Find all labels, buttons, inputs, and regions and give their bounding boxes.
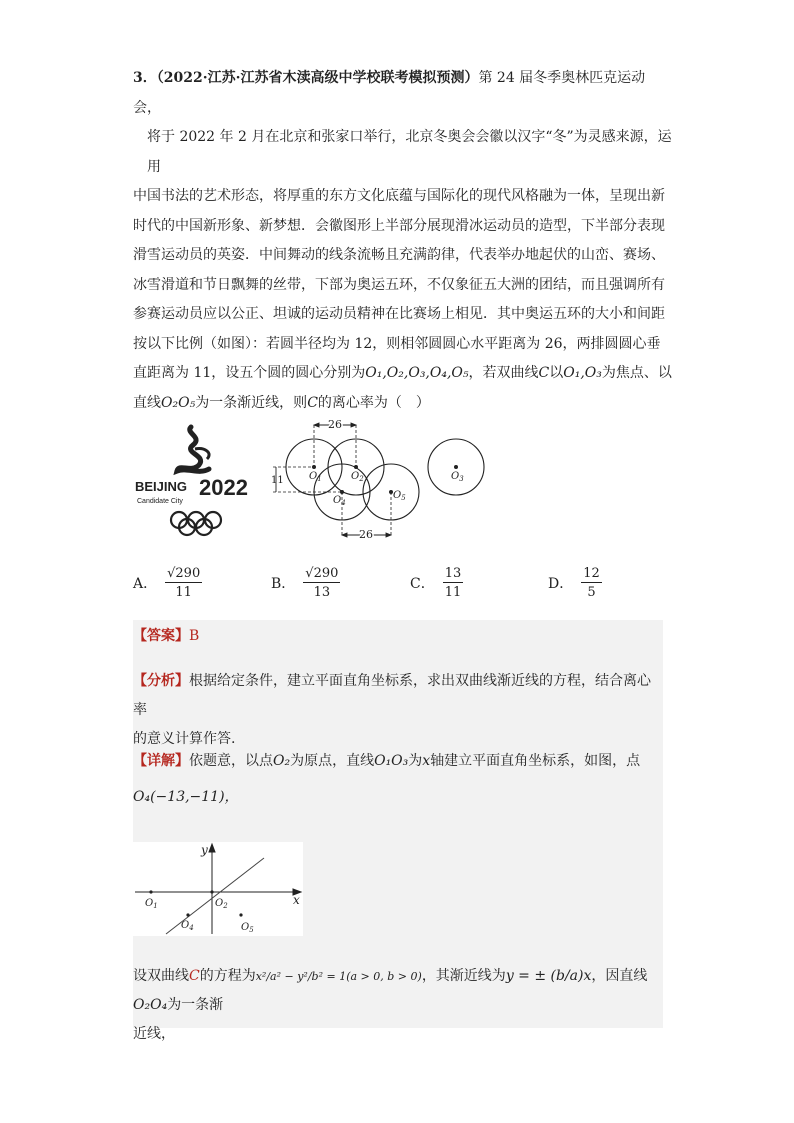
answer-choices [133,566,673,612]
choice-c[interactable]: C． $\frac{13}{11}$ [410,566,462,600]
fraction: $\frac{12}{5}$ [583,566,600,600]
label-o1: $O_1$ [309,471,322,483]
analysis-block: 【分析】根据给定条件，建立平面直角坐标系，求出双曲线渐近线的方程，结合离心率 的意义计算作答. [133,673,651,747]
fraction: $\frac{13}{11}$ [444,566,462,600]
question-line: 冰雪滑道和节日飘舞的丝带，下部为奥运五环，不仅象征五大洲的团结，而且强调所有 [133,276,665,293]
logo-beijing: BEIJING [135,479,188,494]
graph-label-o1: $O_1$ [145,898,158,910]
math-foci: O₁,O₃ [563,365,602,381]
question-line: 直线O₂O₅为一条渐近线，则C的离心率为（ ） [133,394,430,411]
detail-continued: 设双曲线C的方程为x²/a² − y²/b² = 1(a > 0, b > 0)，其渐近线为y = ± (b/a)x，因直线O₂O₄为一条渐 近线， [133,968,648,1042]
coordinate-graph [133,842,303,936]
answer-line: 【答案】B [133,628,200,644]
label-o3: $O_3$ [451,471,464,483]
question-line: 中国书法的艺术形态，将厚重的东方文化底蕴与国际化的现代风格融为一体，呈现出新 [133,188,665,204]
question-line: 滑雪运动员的英姿．中间舞动的线条流畅且充满韵律，代表举办地起伏的山峦、赛场、 [133,247,665,263]
question-line: 直距离为 11，设五个圆的圆心分别为O₁,O₂,O₃,O₄,O₅，若双曲线C以O₁,O₃为焦点、以 [133,365,672,381]
graph-label-o2: $O_2$ [215,898,228,910]
label-o4: $O_4$ [333,495,346,507]
point-o4: O₄(−13,−11)， [133,789,239,805]
label-o5: $O_5$ [393,490,406,502]
choice-d[interactable]: D． $\frac{12}{5}$ [548,566,600,600]
logo-year: 2022 [199,475,248,500]
axis-x-label: x [293,893,300,907]
dim-top-label: 26 [328,418,342,431]
logo-candidate: Candidate City [137,498,183,505]
choice-a[interactable]: A． $\frac{√290}{11}$ [133,566,201,600]
question-number: 3． [133,70,157,86]
hyperbola-equation: x²/a² − y²/b² = 1(a > 0, b > 0) [255,970,422,983]
olympic-rings-figure [133,415,488,545]
choice-b[interactable]: B． $\frac{√290}{13}$ [271,566,339,600]
question-source: （2022·江苏·江苏省木渎高级中学校联考模拟预测） [156,70,479,86]
math-line: O₂O₅ [161,394,196,411]
dim-vertical-label: 11 [271,475,284,486]
fraction: $\frac{√290}{13}$ [305,566,339,600]
axis-y-label: y [201,843,208,857]
graph-label-o5: $O_5$ [241,922,254,934]
asymptote-equation: y = ± (b/a)x [505,968,592,984]
center-points [312,465,458,494]
detail-block: 【详解】依题意，以点O₂为原点，直线O₁O₃为x轴建立平面直角坐标系，如图，点 O₄(−13,−11)， [133,747,663,812]
dim-bottom-label: 26 [359,528,373,541]
graph-label-o4: $O_4$ [181,920,194,932]
answer-value: B [189,628,200,644]
question-text [133,64,673,418]
small-rings-icon [171,512,221,535]
question-line: 将于 2022 年 2 月在北京和张家口举行，北京冬奥会会徽以汉字“冬”为灵感来源，运用 [147,129,672,175]
fraction: $\frac{√290}{11}$ [167,566,201,600]
math-centers: O₁,O₂,O₃,O₄,O₅ [365,365,469,381]
question-line: 按以下比例（如图）：若圆半径均为 12，则相邻圆圆心水平距离为 26，两排圆圆心垂 [133,335,661,352]
beijing-logo [135,427,248,535]
question-line: 时代的中国新形象、新梦想．会徽图形上半部分展现滑冰运动员的造型，下半部分表现 [133,217,665,234]
question-line: 参赛运动员应以公正、坦诚的运动员精神在比赛场上相见．其中奥运五环的大小和间距 [133,306,665,322]
label-o2: $O_2$ [351,471,364,483]
question-line: 第 24 届冬季奥林匹克运动会， [133,70,646,116]
